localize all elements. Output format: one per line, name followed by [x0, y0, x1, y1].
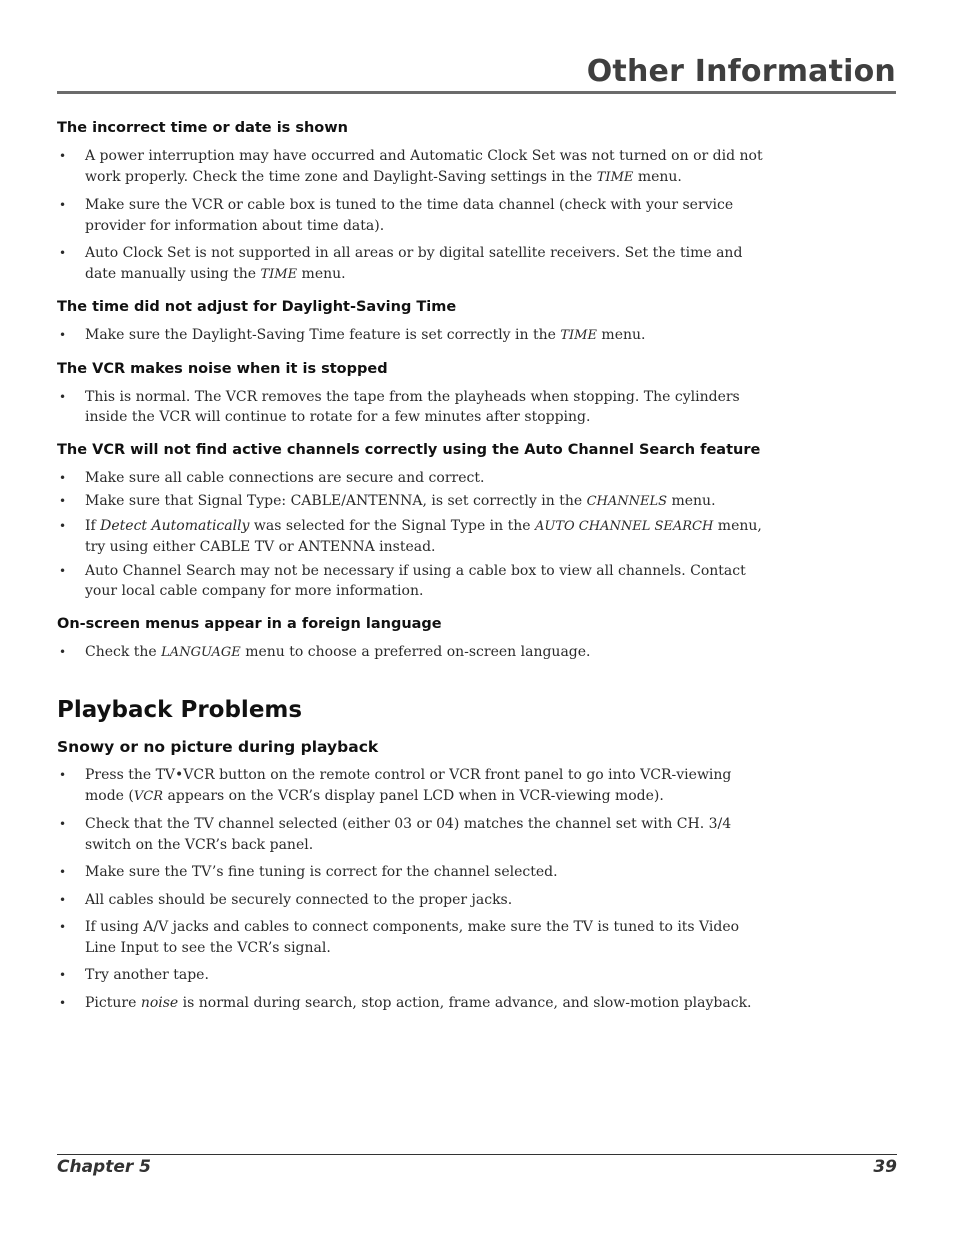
- emphasis-text: noise: [140, 994, 179, 1011]
- bullet-icon: •: [59, 494, 67, 508]
- menu-name: TIME: [260, 266, 298, 282]
- footer-rule: [57, 1154, 897, 1155]
- display-name: VCR: [133, 788, 163, 804]
- bullet-icon: •: [59, 328, 67, 342]
- option-name: Detect Automatically: [100, 517, 250, 534]
- bullet-icon: •: [59, 470, 67, 485]
- section-heading-incorrect-time: The incorrect time or date is shown: [57, 120, 348, 136]
- footer-chapter: Chapter 5: [57, 1157, 152, 1177]
- bullet-icon: •: [59, 518, 67, 533]
- bullet-icon: •: [59, 389, 67, 404]
- section-heading-vcr-noise: The VCR makes noise when it is stopped: [57, 360, 388, 377]
- list-item: • Make sure that Signal Type: CABLE/ANTENNA, is set correctly in the CHANNELS menu.: [57, 491, 769, 513]
- list-item: • Check the LANGUAGE menu to choose a preferred on-screen language.: [57, 642, 769, 664]
- list-item: • Press the TV•VCR button on the remote control or VCR front panel to go into VCR-viewing mode (VCR appears on the VCR’s display panel LCD when in VCR-viewing mode).: [59, 767, 732, 804]
- list-item: • Auto Channel Search may not be necessary if using a cable box to view all channels. Contact your local cable company for more information.: [59, 562, 746, 599]
- bullet-list: [57, 642, 769, 664]
- main-content: [57, 118, 769, 1025]
- bullet-icon: •: [59, 817, 67, 831]
- list-item: • A power interruption may have occurred and Automatic Clock Set was not turned on or did not work properly. Check the time zone and Daylight-Saving settings in the TIME menu.: [59, 148, 763, 185]
- bullet-icon: •: [59, 768, 67, 782]
- bullet-icon: •: [59, 968, 67, 982]
- page-number: 39: [873, 1157, 897, 1177]
- bullet-list: [57, 146, 769, 285]
- bullet-icon: •: [59, 644, 67, 659]
- section-heading-snowy-picture: Snowy or no picture during playback: [57, 738, 379, 756]
- page-title: Other Information: [586, 54, 896, 89]
- section-heading-daylight-saving: The time did not adjust for Daylight-Saving Time: [57, 299, 457, 315]
- section-heading-auto-channel-search: The VCR will not find active channels correctly using the Auto Channel Search feature: [57, 441, 761, 458]
- bullet-list: [57, 765, 769, 1013]
- bullet-icon: •: [59, 198, 67, 212]
- bullet-icon: •: [59, 995, 67, 1010]
- section-heading-foreign-language: On-screen menus appear in a foreign language: [57, 615, 442, 632]
- list-item: • If Detect Automatically was selected for the Signal Type in the AUTO CHANNEL SEARCH menu, try using either CABLE TV or ANTENNA instead.: [59, 517, 762, 555]
- list-item: • Try another tape.: [57, 965, 769, 986]
- bullet-icon: •: [59, 865, 67, 879]
- bullet-icon: •: [59, 246, 67, 260]
- title-rule: [57, 91, 896, 94]
- menu-name: TIME: [560, 328, 597, 343]
- list-item: • Make sure the TV’s fine tuning is correct for the channel selected.: [57, 862, 769, 883]
- list-item: • Make sure the Daylight-Saving Time feature is set correctly in the TIME menu.: [57, 325, 769, 347]
- bullet-list: [57, 468, 769, 602]
- menu-name: TIME: [596, 169, 634, 185]
- list-item: • Make sure all cable connections are secure and correct.: [57, 468, 769, 489]
- bullet-icon: •: [59, 892, 67, 907]
- list-item: • Auto Clock Set is not supported in all areas or by digital satellite receivers. Set the time and date manually using the TIME menu.: [59, 245, 743, 282]
- list-item: • All cables should be securely connected to the proper jacks.: [57, 890, 769, 911]
- bullet-list: [57, 325, 769, 347]
- playback-problems-heading: Playback Problems: [57, 697, 303, 723]
- bullet-icon: •: [59, 563, 67, 578]
- menu-name: AUTO CHANNEL SEARCH: [535, 518, 714, 534]
- bullet-icon: •: [59, 149, 67, 163]
- list-item: • Picture noise is normal during search, stop action, frame advance, and slow-motion playback.: [57, 993, 769, 1014]
- menu-name: CHANNELS: [586, 494, 668, 509]
- list-item: • Make sure the VCR or cable box is tuned to the time data channel (check with your service provider for information about time data).: [59, 197, 734, 234]
- bullet-icon: •: [59, 920, 67, 934]
- bullet-list: [57, 387, 769, 428]
- list-item: • If using A/V jacks and cables to connect components, make sure the TV is tuned to its Video Line Input to see the VCR’s signal.: [59, 919, 740, 956]
- menu-name: LANGUAGE: [161, 644, 241, 660]
- list-item: • This is normal. The VCR removes the tape from the playheads when stopping. The cylinders inside the VCR will continue to rotate for a few minutes after stopping.: [59, 388, 740, 425]
- list-item: • Check that the TV channel selected (either 03 or 04) matches the channel set with CH. 3/4 switch on the VCR’s back panel.: [59, 816, 732, 853]
